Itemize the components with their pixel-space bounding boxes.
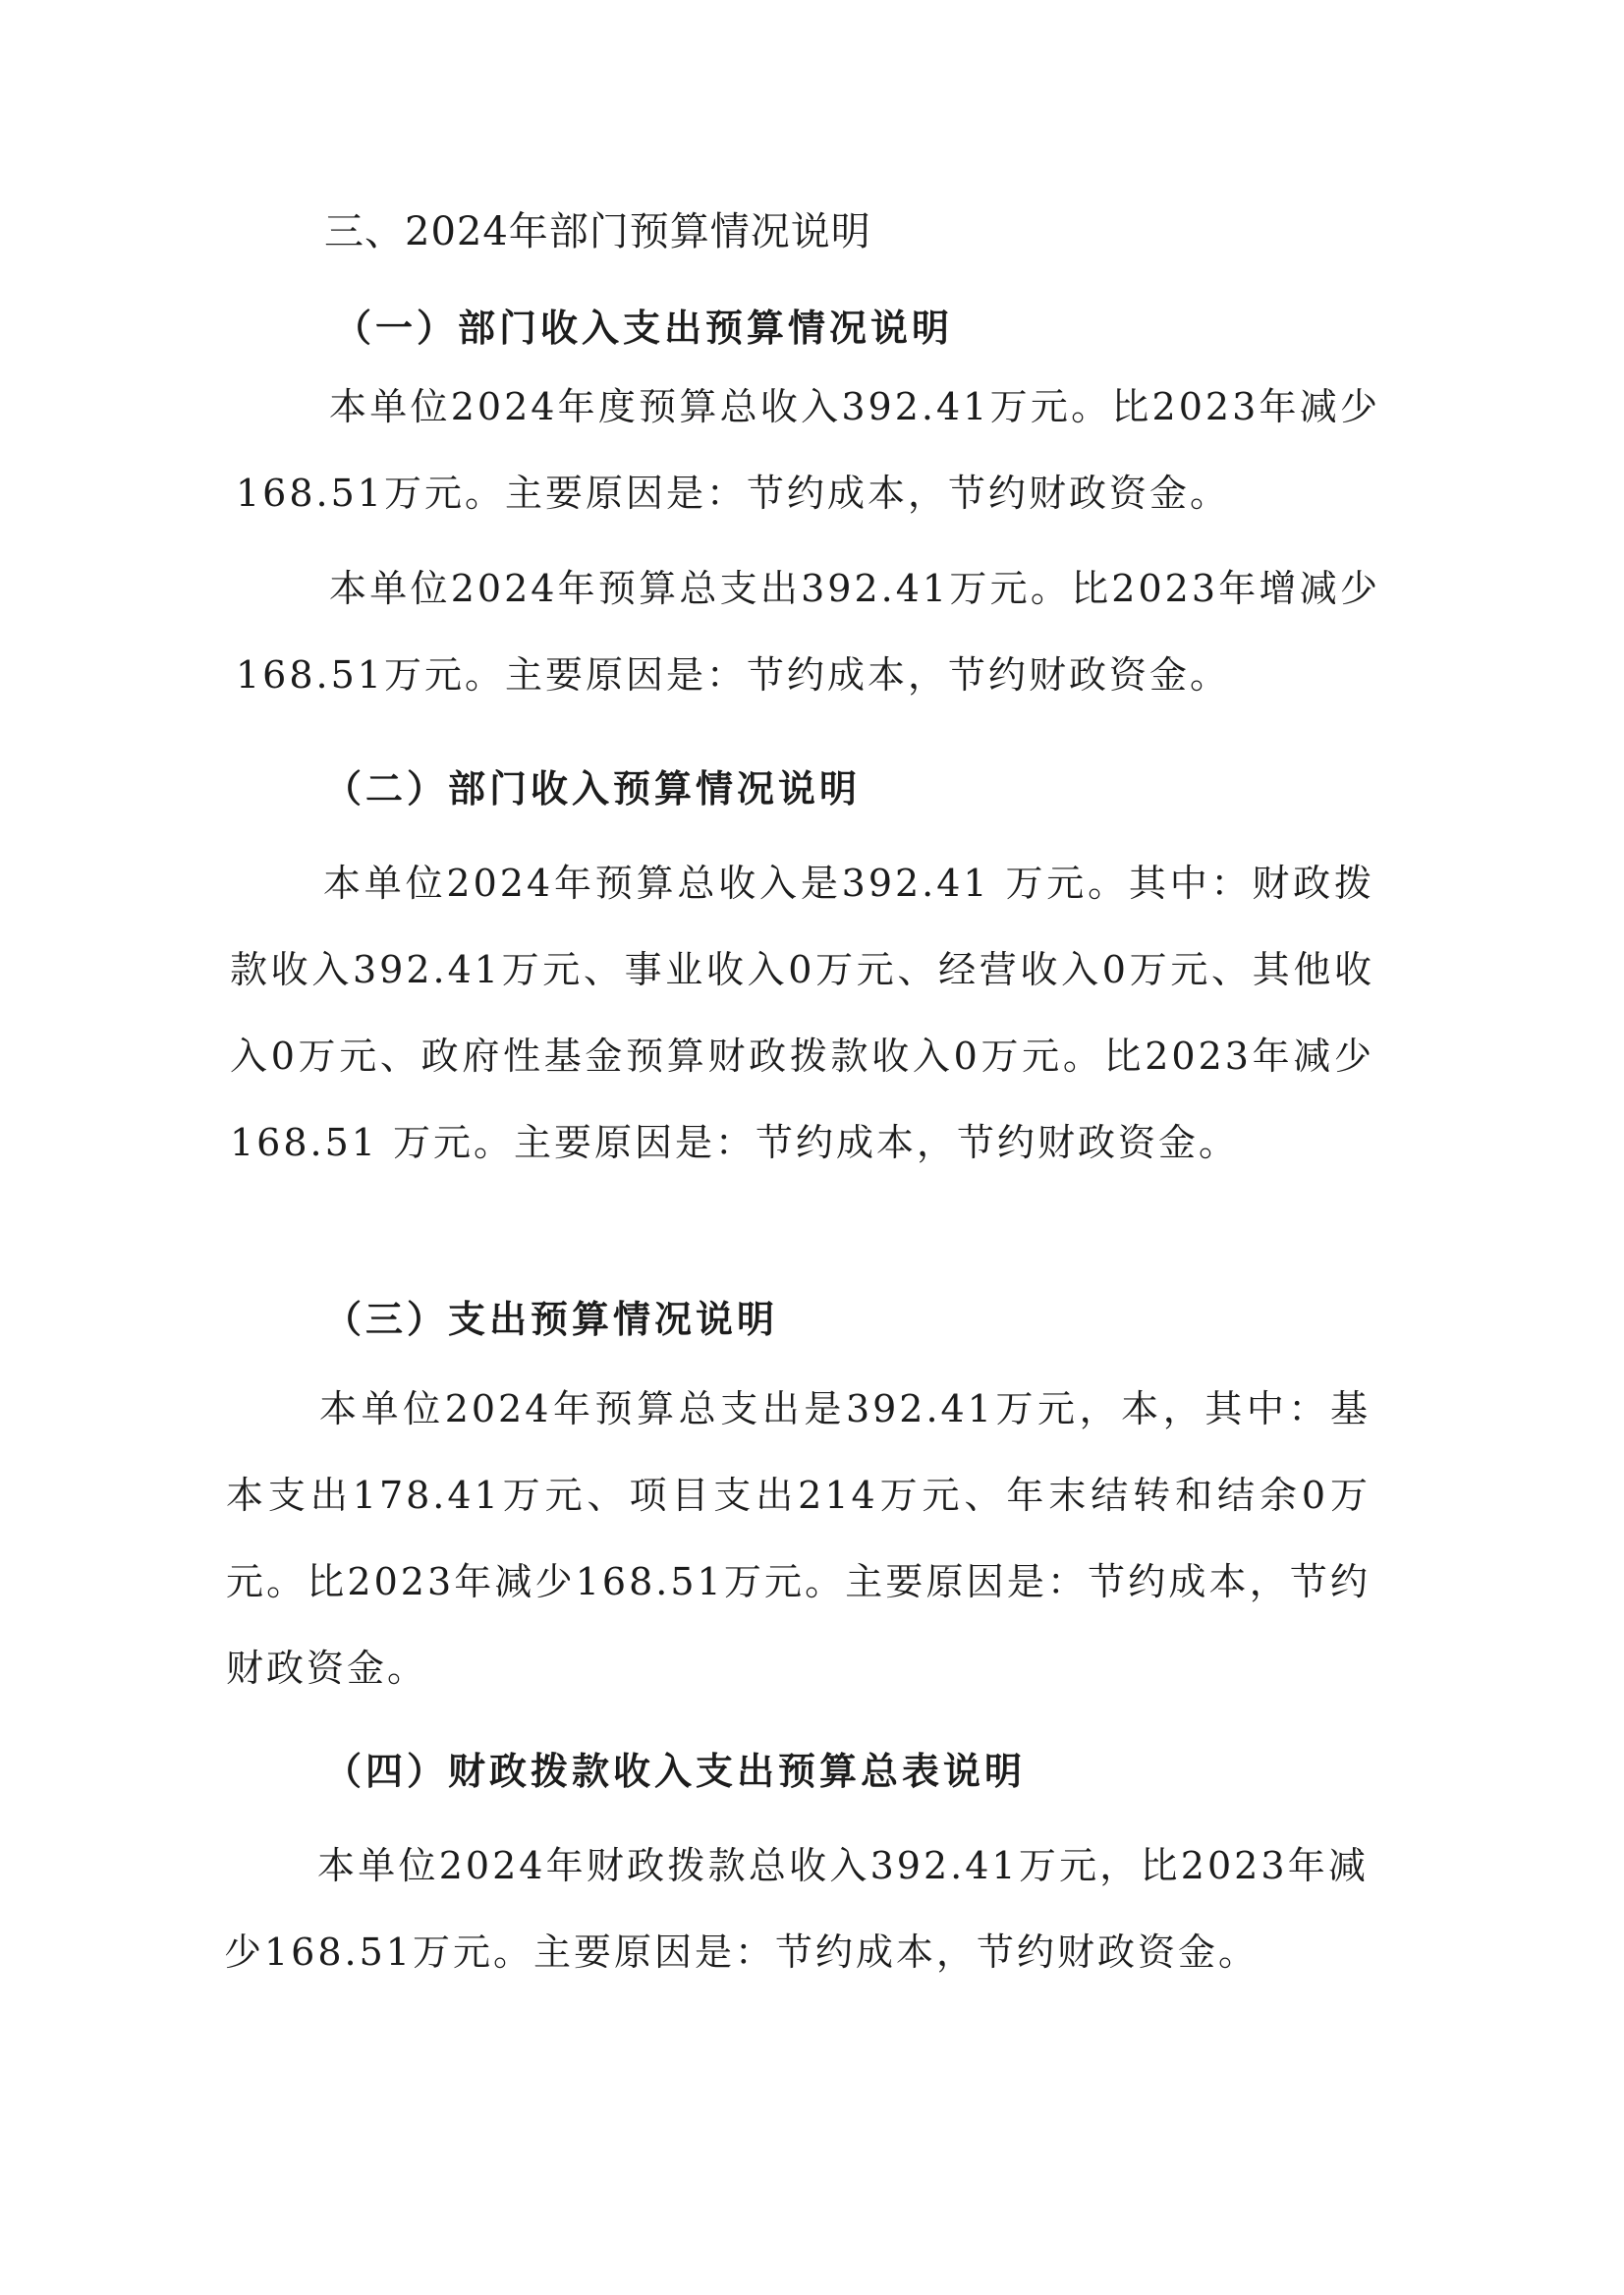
section-title-fiscal-appropriation: （四）财政拨款收入支出预算总表说明 [324,1750,1027,1793]
paragraph-total-income: 本单位2024年度预算总收入392.41万元。比2023年减少168.51万元。主要原因是：节约成本，节约财政资金。 [236,385,1380,515]
page-heading: 三、2024年部门预算情况说明 [324,209,871,254]
section-title-expenditure: （三）支出预算情况说明 [324,1298,779,1341]
paragraph-income-detail: 本单位2024年预算总收入是392.41 万元。其中：财政拨款收入392.41万元、事业收入0万元、经营收入0万元、其他收入0万元、政府性基金预算财政拨款收入0万元。比2023年减少168.51 万元。主要原因是：节约成本，节约财政资金。 [230,862,1374,1164]
paragraph-fiscal-appropriation: 本单位2024年财政拨款总收入392.41万元，比2023年减少168.51万元。主要原因是：节约成本，节约财政资金。 [224,1844,1369,1974]
section-title-income-expenditure: （一）部门收入支出预算情况说明 [334,307,954,350]
paragraph-expenditure-detail: 本单位2024年预算总支出是392.41万元，本，其中：基本支出178.41万元、项目支出214万元、年末结转和结余0万元。比2023年减少168.51万元。主要原因是：节约成本，节约财政资金。 [226,1387,1371,1690]
section-title-income: （二）部门收入预算情况说明 [324,767,862,811]
paragraph-total-expenditure: 本单位2024年预算总支出392.41万元。比2023年增减少168.51万元。主要原因是：节约成本，节约财政资金。 [236,567,1380,697]
